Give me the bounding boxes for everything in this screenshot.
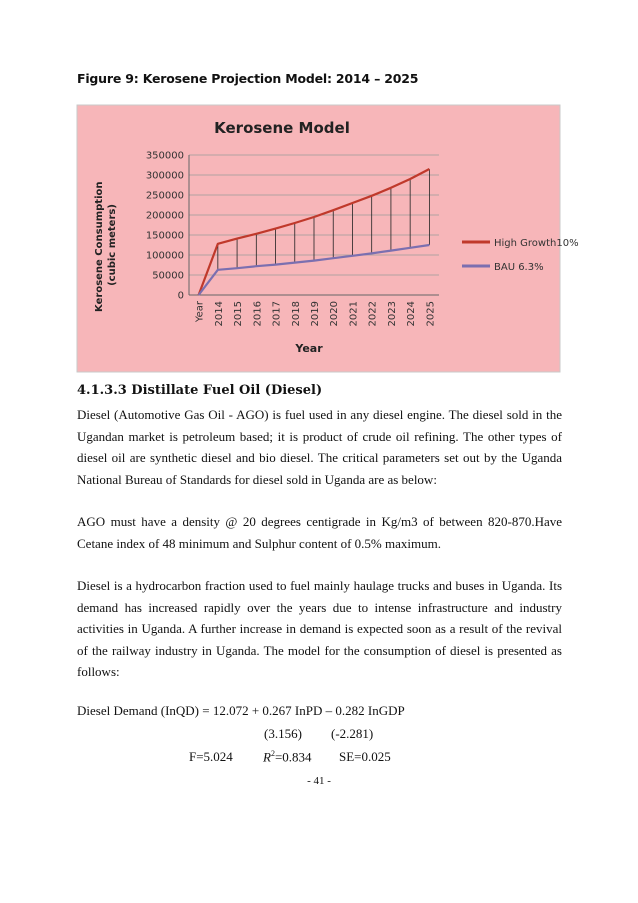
chart-svg [77,105,579,372]
chart-title: Kerosene Model [214,119,350,137]
figure-title: Figure 9: Kerosene Projection Model: 2014 – 2025 [77,71,419,86]
x-tick-label: 2020 [329,301,341,327]
page-number: - 41 - [307,775,331,787]
kerosene-chart [77,105,579,372]
y-tick-label: 350000 [145,150,184,162]
section-heading [77,383,322,398]
equation-t-stat-2: (-2.281) [331,726,374,741]
x-tick-label: 2023 [386,301,398,327]
x-tick-label: 2017 [271,301,283,327]
y-tick-label: 50000 [152,270,184,282]
y-tick-label: 100000 [145,250,184,262]
y-tick-label: 300000 [145,170,184,182]
y-tick-label: 0 [177,290,184,302]
r-value: =0.834 [274,749,312,765]
x-tick-label: 2015 [233,301,245,327]
y-tick-label: 150000 [145,230,184,242]
paragraph-3: Diesel is a hydrocarbon fraction used to fuel mainly haulage trucks and buses in Uganda. Its demand has increased rapidly over the years due to intense infrastructure and industry activities in Uganda. A further increase in demand is expected soon as a result of the revival of the railway industry in Uganda. The model for the consumption of diesel is presented as follows: [77,578,562,679]
y-axis-label-line-1: Kerosene Consumption [94,181,105,312]
equation-t-stat-1: (3.156) [264,726,302,741]
x-tick-label: 2025 [425,301,437,327]
legend-label-high: High Growth10% [494,238,579,249]
x-tick-label: 2019 [310,301,321,327]
y-axis-label-line-2: (cubic meters) [107,204,118,286]
r-superscript: 2 [270,749,275,758]
x-tick-label: Year [194,301,206,323]
x-tick-label: 2018 [290,301,302,327]
r-symbol: R [263,749,271,765]
legend-label-bau: BAU 6.3% [494,262,544,273]
x-tick-label: 2021 [348,301,360,327]
equation-r-squared [263,749,312,765]
x-tick-label: 2024 [406,301,418,327]
x-tick-label: 2016 [252,301,264,327]
y-tick-label: 250000 [145,190,184,202]
paragraph-2: AGO must have a density @ 20 degrees centigrade in Kg/m3 of between 820-870.Have Cetane index of 48 minimum and Sulphur content of 0.5% maximum. [77,514,562,551]
paragraph-1: Diesel (Automotive Gas Oil - AGO) is fuel used in any diesel engine. The diesel sold in the Ugandan market is petroleum based; it is product of crude oil refining. The other types of diesel oil are synthetic diesel and bio diesel. The critical parameters set out by the Uganda National Bureau of Standards for diesel sold in Uganda are as below: [77,407,562,487]
section-number: 4.1.3.3 [77,383,127,398]
section-title: Distillate Fuel Oil (Diesel) [131,383,323,398]
equation-se: SE=0.025 [339,749,391,764]
x-tick-label: 2014 [213,301,225,327]
equation-main: Diesel Demand (InQD) = 12.072 + 0.267 InPD – 0.282 InGDP [77,703,405,718]
equation-f-stat: F=5.024 [189,749,233,764]
y-tick-label: 200000 [145,210,184,222]
x-axis-label: Year [295,342,323,355]
x-tick-label: 2022 [367,301,379,327]
